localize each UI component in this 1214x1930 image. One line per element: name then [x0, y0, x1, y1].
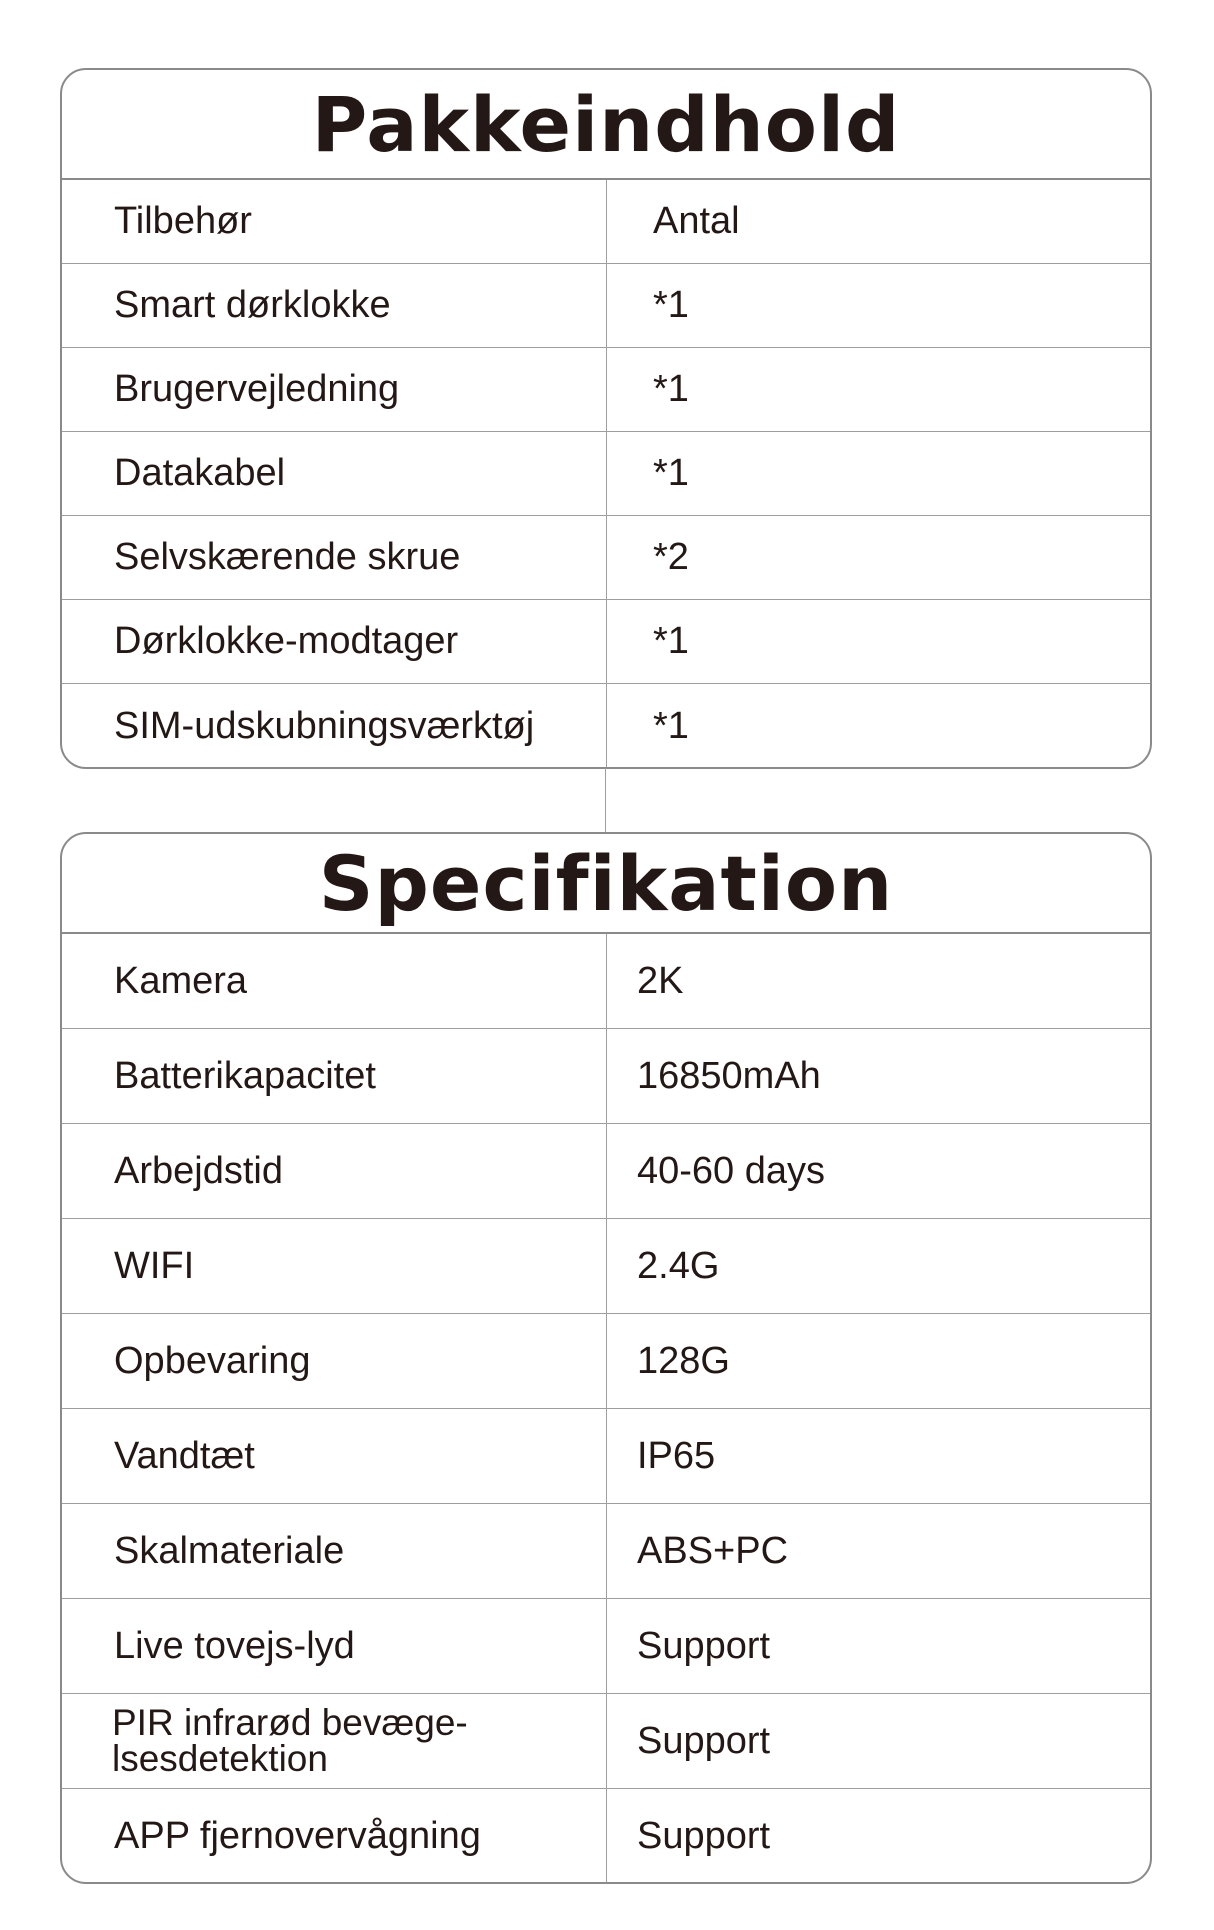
item-name: Dørklokke-modtager	[62, 600, 607, 683]
table-row	[62, 1219, 1150, 1314]
item-name: SIM-udskubningsværktøj	[62, 684, 607, 768]
item-name: Smart dørklokke	[62, 264, 607, 347]
spec-value: 128G	[637, 1339, 730, 1382]
table-row	[62, 600, 1150, 684]
package-title: Pakkeindhold	[62, 70, 1150, 180]
spec-value: Support	[637, 1815, 771, 1857]
spec-label: Opbevaring	[62, 1314, 607, 1408]
item-name: Datakabel	[62, 432, 607, 515]
item-qty: *1	[653, 620, 689, 662]
table-row	[62, 1409, 1150, 1504]
spec-value: 2.4G	[637, 1244, 720, 1287]
spec-label: Batterikapacitet	[62, 1029, 607, 1123]
header-item: Tilbehør	[62, 180, 607, 263]
spec-label: Arbejdstid	[62, 1124, 607, 1218]
package-contents-table	[60, 68, 1152, 769]
table-row	[62, 432, 1150, 516]
header-qty: Antal	[653, 200, 740, 242]
item-qty: *1	[653, 368, 689, 410]
table-header-row	[62, 180, 1150, 264]
spec-value: Support	[637, 1624, 771, 1667]
table-row	[62, 1694, 1150, 1789]
spec-value: 16850mAh	[637, 1054, 821, 1097]
item-qty: *1	[653, 284, 689, 326]
spec-value: IP65	[637, 1434, 716, 1477]
specification-table	[60, 832, 1152, 1884]
spec-label: Vandtæt	[62, 1409, 607, 1503]
table-row	[62, 516, 1150, 600]
item-name: Selvskærende skrue	[62, 516, 607, 599]
spec-value: 40-60 days	[637, 1149, 826, 1192]
spec-label: Live tovejs-lyd	[62, 1599, 607, 1693]
table-row	[62, 1124, 1150, 1219]
spec-value: ABS+PC	[637, 1529, 789, 1572]
table-row	[62, 684, 1150, 768]
table-row	[62, 348, 1150, 432]
spec-label-line-1: PIR infrarød bevæge-	[112, 1702, 468, 1743]
item-name: Brugervejledning	[62, 348, 607, 431]
item-qty: *2	[653, 536, 689, 578]
table-row	[62, 1314, 1150, 1409]
spec-label: WIFI	[62, 1219, 607, 1313]
table-row	[62, 1029, 1150, 1124]
spec-label: Kamera	[62, 934, 607, 1028]
spec-label	[62, 1694, 607, 1788]
spec-value: 2K	[637, 959, 684, 1002]
table-row	[62, 1599, 1150, 1694]
table-row	[62, 934, 1150, 1029]
column-divider-extension	[605, 768, 606, 833]
table-row	[62, 1504, 1150, 1599]
item-qty: *1	[653, 704, 689, 747]
spec-label: APP fjernovervågning	[62, 1789, 607, 1884]
item-qty: *1	[653, 452, 689, 494]
spec-value: Support	[637, 1719, 771, 1762]
spec-title: Specifikation	[62, 834, 1150, 934]
table-row	[62, 264, 1150, 348]
spec-label-line-2: lsesdetektion	[112, 1738, 328, 1779]
table-row	[62, 1789, 1150, 1884]
spec-label: Skalmateriale	[62, 1504, 607, 1598]
